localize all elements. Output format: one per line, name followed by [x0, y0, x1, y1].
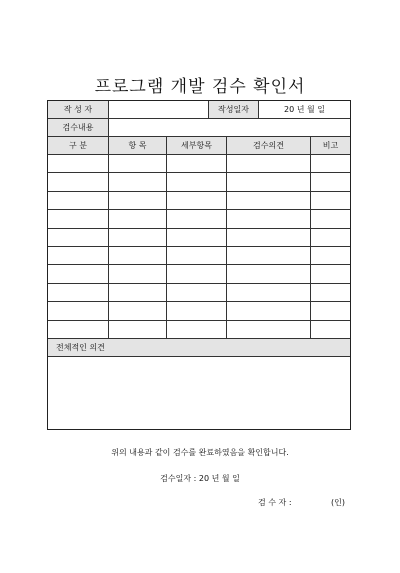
- overall-opinion-field[interactable]: [48, 357, 350, 429]
- cell-item[interactable]: [108, 321, 166, 338]
- author-label: 작 성 자: [48, 101, 108, 118]
- cell-note[interactable]: [310, 192, 350, 209]
- table-row: [48, 173, 350, 191]
- cell-detail[interactable]: [166, 302, 226, 319]
- cell-note[interactable]: [310, 321, 350, 338]
- table-row: [48, 302, 350, 320]
- cell-note[interactable]: [310, 173, 350, 190]
- cell-category[interactable]: [48, 321, 108, 338]
- column-header-item: 항 목: [108, 137, 166, 154]
- cell-opinion[interactable]: [226, 210, 310, 227]
- cell-detail[interactable]: [166, 265, 226, 282]
- cell-opinion[interactable]: [226, 284, 310, 301]
- table-row: [48, 265, 350, 283]
- seal-mark: (인): [331, 498, 345, 507]
- content-label: 검수내용: [48, 119, 108, 136]
- overall-label-row: [48, 339, 350, 357]
- cell-detail[interactable]: [166, 321, 226, 338]
- cell-item[interactable]: [108, 155, 166, 172]
- cell-opinion[interactable]: [226, 302, 310, 319]
- cell-item[interactable]: [108, 229, 166, 246]
- table-row: [48, 321, 350, 339]
- cell-category[interactable]: [48, 155, 108, 172]
- cell-item[interactable]: [108, 173, 166, 190]
- cell-detail[interactable]: [166, 284, 226, 301]
- cell-category[interactable]: [48, 247, 108, 264]
- author-row: [48, 101, 350, 119]
- date-label: 작성일자: [208, 101, 258, 118]
- cell-note[interactable]: [310, 155, 350, 172]
- cell-category[interactable]: [48, 210, 108, 227]
- column-header-category: 구 분: [69, 141, 87, 150]
- cell-item[interactable]: [108, 265, 166, 282]
- cell-note[interactable]: [310, 265, 350, 282]
- table-row: [48, 192, 350, 210]
- cell-category[interactable]: [48, 302, 108, 319]
- cell-detail[interactable]: [166, 210, 226, 227]
- cell-note[interactable]: [310, 210, 350, 227]
- cell-category[interactable]: [48, 284, 108, 301]
- column-header-detail: 세부항목: [166, 137, 226, 154]
- date-field[interactable]: 20 년 월 일: [258, 101, 350, 118]
- table-row: [48, 229, 350, 247]
- column-header-note: 비고: [310, 137, 350, 154]
- table-row: [48, 210, 350, 228]
- cell-opinion[interactable]: [226, 321, 310, 338]
- column-header-opinion: 검수의견: [226, 137, 310, 154]
- cell-item[interactable]: [108, 192, 166, 209]
- cell-detail[interactable]: [166, 229, 226, 246]
- cell-category[interactable]: [48, 173, 108, 190]
- document-title: 프로그램 개발 검수 확인서: [94, 77, 306, 97]
- cell-opinion[interactable]: [226, 173, 310, 190]
- cell-category[interactable]: [48, 265, 108, 282]
- table-row: [48, 247, 350, 265]
- table-row: [48, 284, 350, 302]
- table-row: [48, 155, 350, 173]
- cell-item[interactable]: [108, 210, 166, 227]
- cell-item[interactable]: [108, 302, 166, 319]
- inspector-label: 검 수 자 :: [258, 498, 292, 507]
- overall-opinion-text: [48, 357, 350, 429]
- cell-item[interactable]: [108, 284, 166, 301]
- content-field[interactable]: [108, 119, 350, 136]
- content-row: [48, 119, 350, 137]
- inspection-form: [47, 100, 351, 430]
- cell-detail[interactable]: [166, 247, 226, 264]
- cell-note[interactable]: [310, 229, 350, 246]
- cell-item[interactable]: [108, 247, 166, 264]
- cell-note[interactable]: [310, 302, 350, 319]
- cell-category[interactable]: [48, 229, 108, 246]
- cell-opinion[interactable]: [226, 192, 310, 209]
- inspection-date: 검수일자 : 20 년 월 일: [160, 474, 240, 483]
- confirmation-text: 위의 내용과 같이 검수를 완료하였음을 확인합니다.: [111, 448, 289, 457]
- cell-category[interactable]: [48, 192, 108, 209]
- overall-label: 전체적인 의견: [56, 343, 105, 352]
- column-header-row: [48, 137, 350, 155]
- cell-detail[interactable]: [166, 173, 226, 190]
- cell-opinion[interactable]: [226, 247, 310, 264]
- cell-note[interactable]: [310, 247, 350, 264]
- cell-detail[interactable]: [166, 155, 226, 172]
- cell-opinion[interactable]: [226, 155, 310, 172]
- cell-note[interactable]: [310, 284, 350, 301]
- cell-detail[interactable]: [166, 192, 226, 209]
- cell-opinion[interactable]: [226, 229, 310, 246]
- cell-opinion[interactable]: [226, 265, 310, 282]
